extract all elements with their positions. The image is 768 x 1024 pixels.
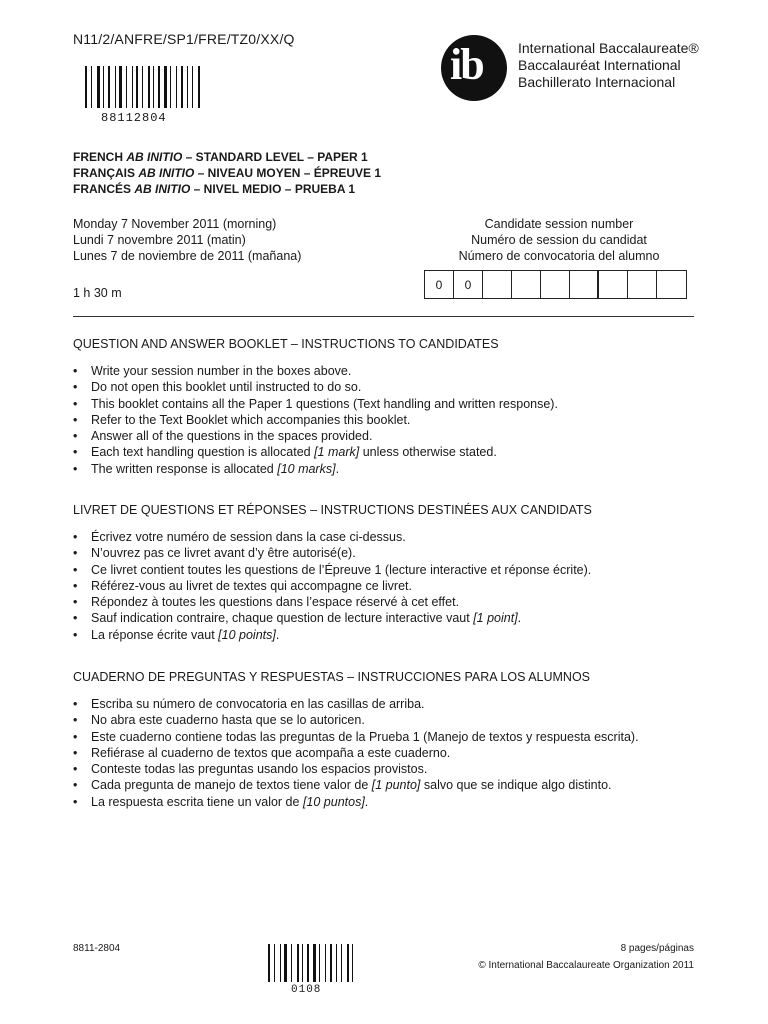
barcode-bar — [198, 66, 200, 108]
list-item: • Each text handling question is allocated [1 mark] unless otherwise stated. — [73, 444, 713, 460]
section-heading: CUADERNO DE PREGUNTAS Y RESPUESTAS – INSTRUCCIONES PARA LOS ALUMNOS — [73, 670, 591, 684]
barcode-bar — [111, 66, 113, 108]
barcode-bar — [181, 66, 183, 108]
top-barcode — [85, 66, 201, 108]
footer-code: 8811-2804 — [73, 943, 121, 954]
barcode-bar — [291, 944, 292, 982]
barcode-bar — [192, 66, 193, 108]
list-item: • Cada pregunta de manejo de textos tiene valor de [1 punto] salvo que se indique algo distinto. — [73, 777, 713, 793]
logo-line-fr: Baccalauréat International — [518, 57, 681, 73]
section-heading: LIVRET DE QUESTIONS ET RÉPONSES – INSTRUCTIONS DESTINÉES AUX CANDIDATS — [73, 503, 592, 517]
barcode-bar — [126, 66, 127, 108]
barcode-bar — [333, 944, 335, 982]
bottom-barcode — [268, 944, 358, 982]
barcode-bar — [119, 66, 122, 108]
list-item: • Este cuaderno contiene todas las preguntas de la Prueba 1 (Manejo de textos y respuesta escrita). — [73, 729, 713, 745]
list-item: • Answer all of the questions in the spaces provided. — [73, 428, 713, 444]
barcode-bar — [307, 944, 309, 982]
instructions-es — [73, 670, 713, 810]
page-count: 8 pages/páginas — [620, 943, 694, 954]
session-box[interactable] — [512, 271, 541, 298]
ib-logo-mark: ib — [450, 40, 483, 89]
session-box[interactable]: 0 — [454, 271, 483, 298]
barcode-bar — [341, 944, 342, 982]
session-box[interactable] — [570, 271, 599, 298]
top-barcode-number: 88112804 — [101, 111, 167, 125]
barcode-bar — [319, 944, 320, 982]
list-item: • La respuesta escrita tiene un valor de [10 puntos]. — [73, 794, 713, 810]
barcode-bar — [187, 66, 188, 108]
barcode-bar — [272, 944, 273, 982]
barcode-bar — [322, 944, 324, 982]
barcode-bar — [140, 66, 141, 108]
barcode-bar — [305, 944, 306, 982]
barcode-bar — [148, 66, 150, 108]
barcode-bar — [89, 66, 90, 108]
session-box[interactable] — [483, 271, 512, 298]
barcode-bar — [194, 66, 196, 108]
exam-dates — [73, 216, 301, 264]
barcode-bar — [350, 944, 351, 982]
barcode-bar — [313, 944, 316, 982]
barcode-bar — [184, 66, 186, 108]
barcode-bar — [106, 66, 107, 108]
barcode-bar — [103, 66, 104, 108]
barcode-bar — [284, 944, 287, 982]
barcode-bar — [134, 66, 135, 108]
list-item: • Refer to the Text Booklet which accompanies this booklet. — [73, 412, 713, 428]
exam-duration: 1 h 30 m — [73, 286, 122, 300]
list-item: • N’ouvrez pas ce livret avant d’y être autorisé(e). — [73, 545, 713, 561]
barcode-bar — [280, 944, 281, 982]
barcode-bar — [173, 66, 175, 108]
bottom-barcode-number: 0108 — [291, 984, 322, 996]
barcode-bar — [317, 944, 318, 982]
list-item: • This booklet contains all the Paper 1 questions (Text handling and written response). — [73, 396, 713, 412]
divider — [73, 316, 694, 317]
barcode-bar — [108, 66, 110, 108]
list-item: • Sauf indication contraire, chaque question de lecture interactive vaut [1 point]. — [73, 610, 713, 626]
copyright: © International Baccalaureate Organization 2011 — [478, 960, 694, 971]
title-es: FRANCÉS AB INITIO – NIVEL MEDIO – PRUEBA 1 — [73, 182, 356, 196]
barcode-bar — [97, 66, 100, 108]
session-box[interactable] — [541, 271, 570, 298]
barcode-bar — [124, 66, 125, 108]
barcode-bar — [101, 66, 102, 108]
list-item: • Conteste todas las preguntas usando los espacios provistos. — [73, 761, 713, 777]
barcode-bar — [144, 66, 147, 108]
barcode-bar — [343, 944, 345, 982]
list-item: • Escriba su número de convocatoria en las casillas de arriba. — [73, 696, 713, 712]
barcode-bar — [339, 944, 340, 982]
barcode-bar — [142, 66, 143, 108]
barcode-bar — [132, 66, 133, 108]
list-item: • Écrivez votre numéro de session dans la case ci-dessus. — [73, 529, 713, 545]
candidate-session-label: Candidate session number Numéro de session du candidat Número de convocatoria del alumno — [458, 217, 660, 263]
section-heading: QUESTION AND ANSWER BOOKLET – INSTRUCTIONS TO CANDIDATES — [73, 337, 499, 351]
logo-line-en: International Baccalaureate® — [518, 40, 699, 56]
session-box[interactable] — [657, 271, 686, 298]
instructions-fr — [73, 503, 713, 643]
logo-line-es: Bachillerato Internacional — [518, 74, 676, 90]
session-box[interactable]: 0 — [425, 271, 454, 298]
barcode-bar — [289, 944, 290, 982]
list-item: • Do not open this booklet until instructed to do so. — [73, 379, 713, 395]
barcode-bar — [153, 66, 154, 108]
barcode-bar — [268, 944, 270, 982]
barcode-bar — [85, 66, 87, 108]
barcode-bar — [151, 66, 152, 108]
list-item: • Ce livret contient toutes les questions de l’Épreuve 1 (lecture interactive et réponse écrite). — [73, 562, 713, 578]
barcode-bar — [164, 66, 167, 108]
barcode-bar — [325, 944, 326, 982]
candidate-session-boxes — [424, 270, 687, 299]
barcode-bar — [347, 944, 349, 982]
barcode-bar — [352, 944, 353, 982]
barcode-bar — [178, 66, 179, 108]
date-es: Lunes 7 de noviembre de 2011 (mañana) — [73, 249, 302, 263]
list-item: • No abra este cuaderno hasta que se lo autoricen. — [73, 712, 713, 728]
barcode-bar — [276, 944, 278, 982]
list-item: • Répondez à toutes les questions dans l’espace réservé à cet effet. — [73, 594, 713, 610]
barcode-bar — [330, 944, 332, 982]
barcode-bar — [336, 944, 337, 982]
title-fr: FRANÇAIS AB INITIO – NIVEAU MOYEN – ÉPREUVE 1 — [73, 166, 382, 180]
paper-code: N11/2/ANFRE/SP1/FRE/TZ0/XX/Q — [73, 31, 295, 47]
barcode-bar — [170, 66, 171, 108]
barcode-bar — [190, 66, 191, 108]
list-item: • Référez-vous au livret de textes qui accompagne ce livret. — [73, 578, 713, 594]
barcode-bar — [93, 66, 95, 108]
list-item: • Refiérase al cuaderno de textos que acompaña a este cuaderno. — [73, 745, 713, 761]
list-item: • La réponse écrite vaut [10 points]. — [73, 627, 713, 643]
barcode-bar — [282, 944, 283, 982]
session-box[interactable] — [628, 271, 657, 298]
barcode-bar — [136, 66, 138, 108]
barcode-bar — [274, 944, 275, 982]
barcode-bar — [156, 66, 157, 108]
date-fr: Lundi 7 novembre 2011 (matin) — [73, 233, 246, 247]
barcode-bar — [176, 66, 177, 108]
barcode-bar — [128, 66, 130, 108]
barcode-bar — [310, 944, 311, 982]
date-en: Monday 7 November 2011 (morning) — [73, 217, 277, 231]
title-en: FRENCH AB INITIO – STANDARD LEVEL – PAPER 1 — [73, 150, 368, 164]
barcode-bar — [300, 944, 301, 982]
barcode-bar — [161, 66, 162, 108]
ib-logo-text — [518, 40, 699, 91]
barcode-bar — [115, 66, 116, 108]
ib-logo — [441, 35, 507, 101]
barcode-bar — [91, 66, 92, 108]
barcode-bar — [168, 66, 169, 108]
list-item: • Write your session number in the boxes above. — [73, 363, 713, 379]
session-box[interactable] — [599, 271, 628, 298]
barcode-bar — [158, 66, 160, 108]
exam-titles — [73, 149, 381, 197]
barcode-bar — [302, 944, 303, 982]
instructions-en — [73, 337, 713, 477]
barcode-bar — [293, 944, 295, 982]
barcode-bar — [117, 66, 118, 108]
barcode-bar — [297, 944, 299, 982]
list-item: • The written response is allocated [10 marks]. — [73, 461, 713, 477]
barcode-bar — [327, 944, 328, 982]
